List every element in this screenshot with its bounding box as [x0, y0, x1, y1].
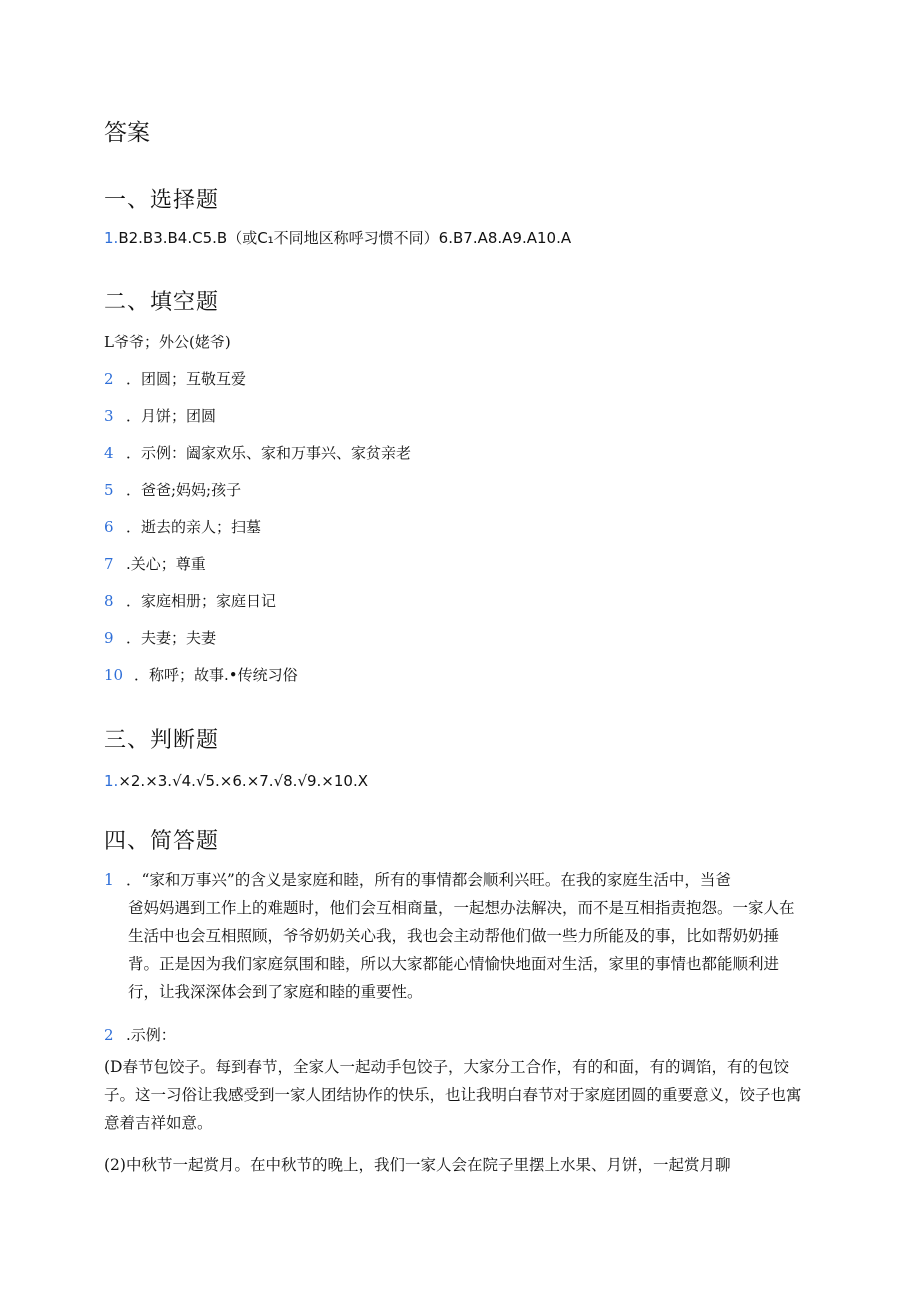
fill-item-number: 6 [104, 518, 114, 536]
section-heading-fill: 二、填空题 [104, 290, 220, 315]
short-answer-2-label-text: .示例： [126, 1026, 176, 1044]
fill-item-number: 5 [104, 481, 114, 499]
fill-item-text: ．月饼；团圆 [126, 407, 217, 425]
short-answer-1 [104, 866, 804, 1006]
short-answer-2-example-1: (D春节包饺子。每到春节，全家人一起动手包饺子，大家分工合作，有的和面，有的调馅，有的包饺子。这一习俗让我感受到一家人团结协作的快乐，也让我明白春节对于家庭团圆的重要意义，饺子也寓意着吉祥如意。 [104, 1058, 802, 1132]
fill-item-text: .关心；尊重 [126, 555, 206, 573]
fill-item [104, 516, 261, 537]
fill-item [104, 442, 411, 463]
fill-item-number: 2 [104, 370, 114, 388]
choice-number: 1. [104, 229, 119, 247]
choice-text: B2.B3.B4.C5.B（或C₁不同地区称呼习惯不同）6.B7.A8.A9.A10.A [118, 229, 572, 247]
short-answer-2-example-2: (2)中秋节一起赏月。在中秋节的晚上，我们一家人会在院子里摆上水果、月饼，一起赏月聊 [104, 1156, 731, 1174]
short-answer-2-label [104, 1024, 176, 1045]
fill-item-number: 9 [104, 629, 114, 647]
fill-item-text: ．夫妻；夫妻 [126, 629, 217, 647]
judge-number: 1. [104, 772, 119, 790]
section-heading-judge: 三、判断题 [104, 728, 220, 753]
fill-item-number: 7 [104, 555, 114, 573]
fill-item [104, 627, 216, 648]
section-heading-short: 四、简答题 [104, 829, 220, 854]
fill-item-text: ．逝去的亲人；扫墓 [126, 518, 262, 536]
fill-item-text: ．爸爸;妈妈;孩子 [126, 481, 242, 499]
short-answer-2-number: 2 [104, 1026, 114, 1044]
fill-item-text: ．称呼；故事.•传统习俗 [134, 666, 298, 684]
fill-item [104, 405, 216, 426]
fill-item [104, 553, 206, 574]
fill-item-number: 4 [104, 444, 114, 462]
judge-text: ×2.×3.√4.√5.×6.×7.√8.√9.×10.X [118, 772, 369, 790]
fill-item [104, 664, 298, 685]
fill-item-number: 10 [104, 666, 124, 684]
fill-item [104, 479, 241, 500]
fill-item-text: ．示例：阖家欢乐、家和万事兴、家贫亲老 [126, 444, 412, 462]
short-answer-1-body: 爸妈妈遇到工作上的难题时，他们会互相商量，一起想办法解决，而不是互相指责抱怨。一家人在生活中也会互相照顾，爷爷奶奶关心我，我也会主动帮他们做一些力所能及的事，比如帮奶奶捶背。正是因为我们家庭氛围和睦，所以大家都能心情愉快地面对生活，家里的事情也都能顺利进行，让我深深体会到了家庭和睦的重要性。 [128, 899, 795, 1001]
judge-answers [104, 772, 368, 790]
short-answer-1-number: 1 [104, 871, 114, 889]
short-answer-1-lead: ．“家和万事兴”的含义是家庭和睦，所有的事情都会顺利兴旺。在我的家庭生活中，当爸 [126, 871, 731, 889]
page-title: 答案 [104, 120, 150, 146]
fill-item-text: ．家庭相册；家庭日记 [126, 592, 277, 610]
fill-item-text: ．团圆；互敬互爱 [126, 370, 247, 388]
fill-item [104, 368, 246, 389]
fill-item-number: 8 [104, 592, 114, 610]
short-answer-1-first-line [104, 866, 804, 894]
fill-item [104, 590, 276, 611]
choice-answers [104, 227, 571, 248]
fill-item-number: 3 [104, 407, 114, 425]
fill-item-1: L爷爷；外公(姥爷) [104, 333, 231, 351]
section-heading-choice: 一、选择题 [104, 188, 220, 213]
